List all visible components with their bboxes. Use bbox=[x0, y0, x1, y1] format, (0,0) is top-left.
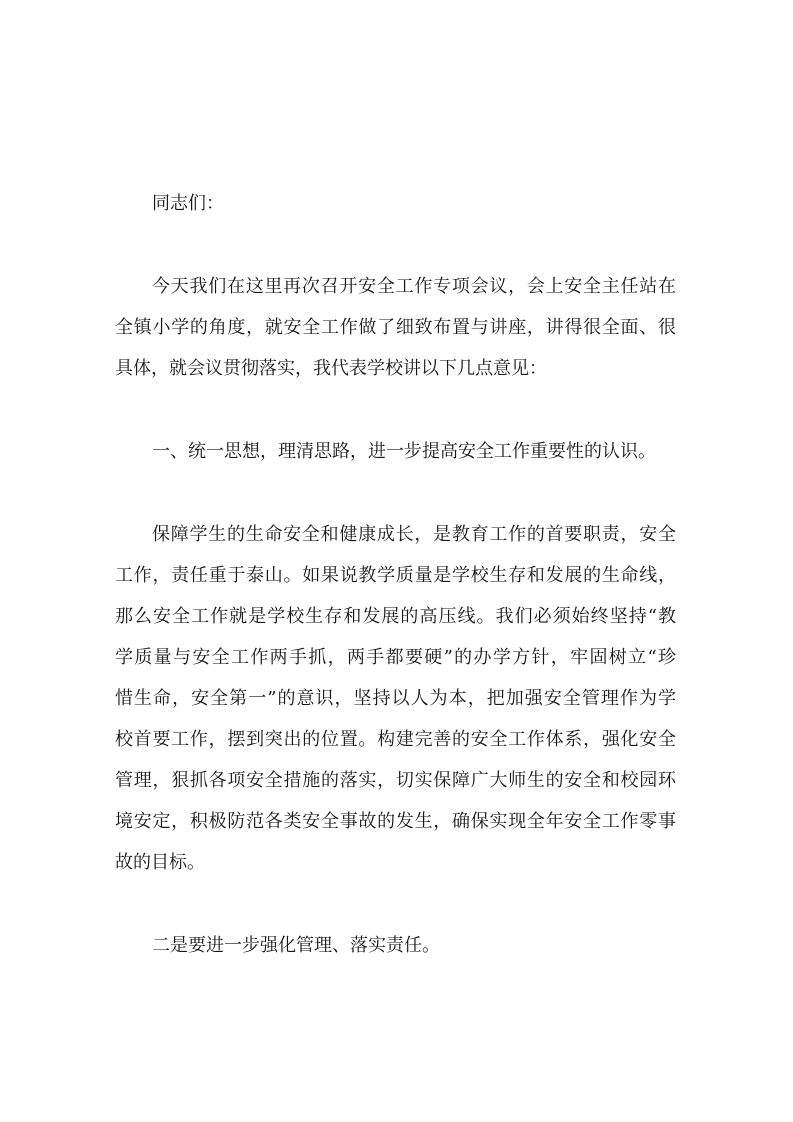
text-line: 二是要进一步强化管理、落实责任。 bbox=[152, 935, 440, 956]
paragraph bbox=[115, 183, 676, 224]
text-line: 境安定，积极防范各类安全事故的发生，确保实现全年安全工作零事 bbox=[115, 811, 676, 832]
text-line: 故的目标。 bbox=[115, 852, 205, 873]
text-line: 校首要工作，摆到突出的位置。构建完善的安全工作体系，强化安全 bbox=[115, 729, 676, 750]
text-line: 今天我们在这里再次召开安全工作专项会议，会上安全主任站在 bbox=[152, 276, 676, 297]
text-line: 学质量与安全工作两手抓，两手都要硬”的办学方针，牢固树立“珍 bbox=[115, 647, 676, 668]
text-line: 工作，责任重于泰山。如果说教学质量是学校生存和发展的生命线， bbox=[115, 565, 676, 586]
text-line: 一、统一思想，理清思路，进一步提高安全工作重要性的认识。 bbox=[152, 441, 656, 462]
text-line: 具体，就会议贯彻落实，我代表学校讲以下几点意见： bbox=[115, 358, 547, 379]
paragraph bbox=[115, 266, 676, 389]
paragraph bbox=[115, 514, 676, 883]
paragraph bbox=[115, 431, 676, 472]
text-line: 惜生命，安全第一”的意识，坚持以人为本，把加强安全管理作为学 bbox=[115, 688, 676, 709]
text-line: 那么安全工作就是学校生存和发展的高压线。我们必须始终坚持“教 bbox=[115, 606, 676, 627]
paragraph bbox=[115, 925, 676, 966]
text-line: 同志们： bbox=[152, 193, 224, 214]
text-line: 保障学生的生命安全和健康成长，是教育工作的首要职责，安全 bbox=[152, 524, 676, 545]
text-line: 全镇小学的角度，就安全工作做了细致布置与讲座，讲得很全面、很 bbox=[115, 317, 676, 338]
document-body bbox=[115, 183, 676, 966]
text-line: 管理，狠抓各项安全措施的落实，切实保障广大师生的安全和校园环 bbox=[115, 770, 676, 791]
